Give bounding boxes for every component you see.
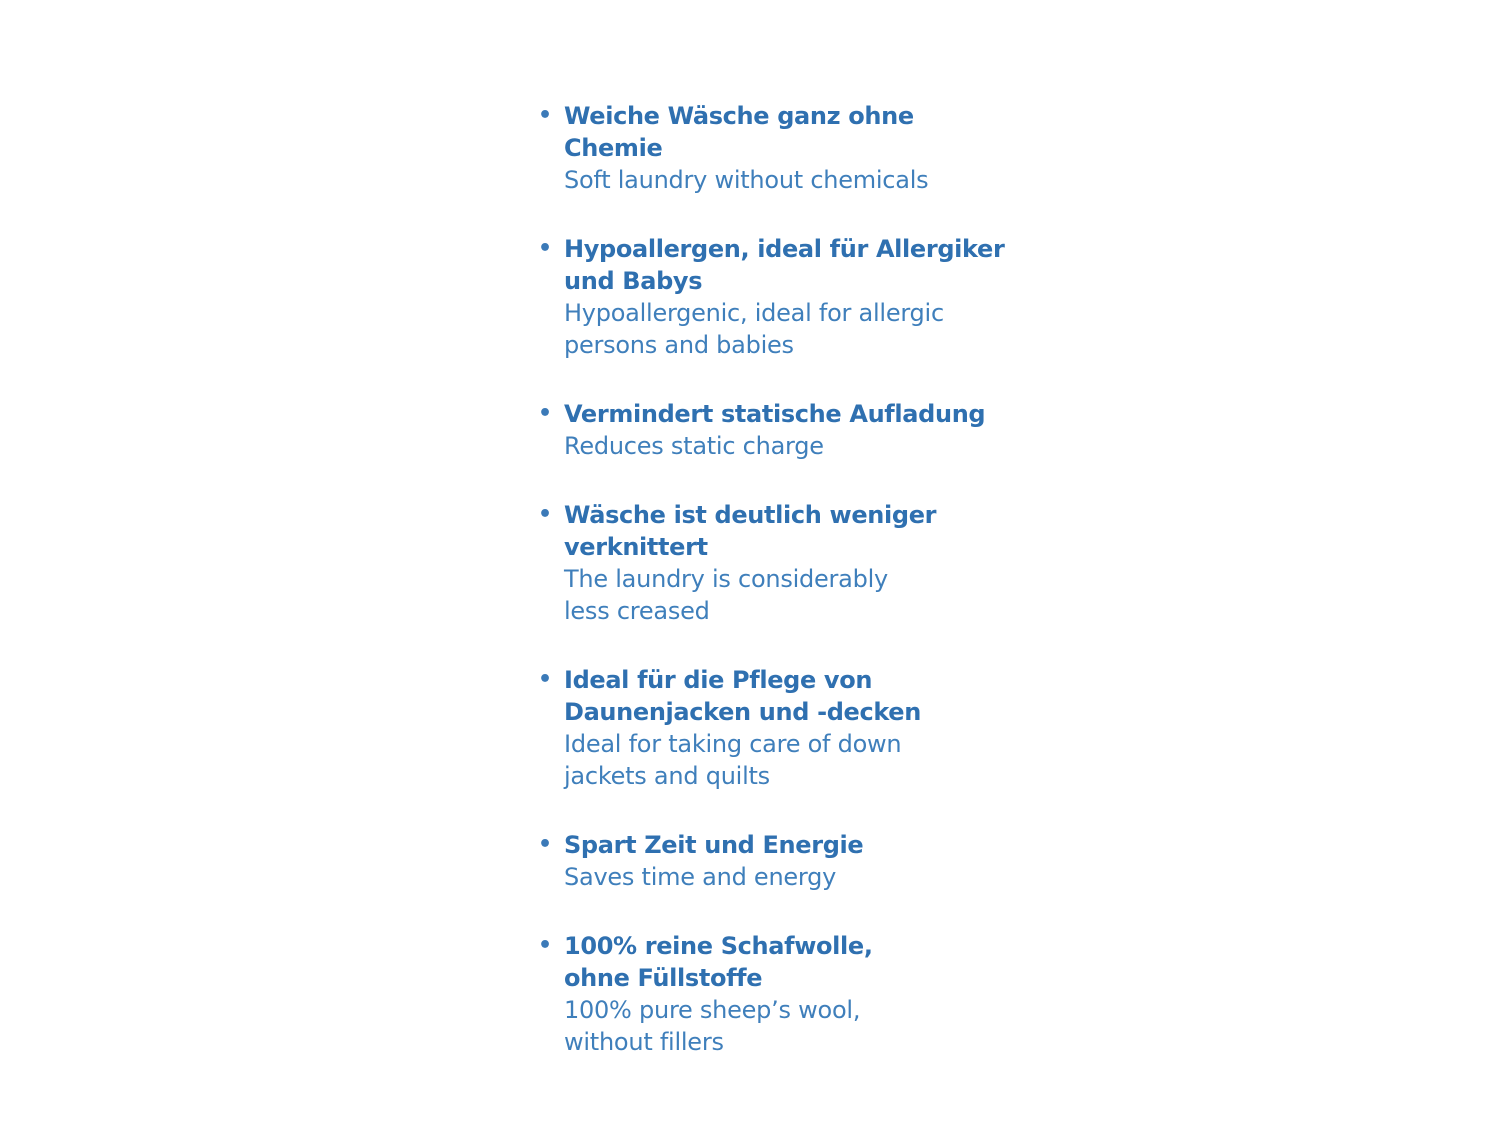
feature-english-text: Reduces static charge xyxy=(564,432,824,460)
feature-item-static-charge xyxy=(538,398,1008,462)
feature-item-sheep-wool xyxy=(538,930,1008,1058)
feature-german-text: Hypoallergen, ideal für Allergiker und Babys xyxy=(564,235,1005,295)
bullet-icon: • xyxy=(538,933,553,958)
bullet-icon: • xyxy=(538,236,553,261)
feature-item-soft-laundry xyxy=(538,100,1008,196)
feature-german-text: 100% reine Schafwolle, ohne Füllstoffe xyxy=(564,932,873,992)
feature-english-text: Hypoallergenic, ideal for allergic persons and babies xyxy=(564,299,944,359)
feature-english-text: 100% pure sheep’s wool, without fillers xyxy=(564,996,861,1056)
bullet-icon: • xyxy=(538,103,553,128)
feature-item-down-care xyxy=(538,664,1008,792)
feature-german-text: Ideal für die Pflege von Daunenjacken und -decken xyxy=(564,666,921,726)
bullet-icon: • xyxy=(538,401,553,426)
feature-english-text: The laundry is considerably less creased xyxy=(564,565,888,625)
feature-german-text: Weiche Wäsche ganz ohne Chemie xyxy=(564,102,914,162)
feature-item-less-creased xyxy=(538,499,1008,627)
bullet-icon: • xyxy=(538,832,553,857)
feature-english-text: Soft laundry without chemicals xyxy=(564,166,929,194)
bullet-icon: • xyxy=(538,667,553,692)
bullet-icon: • xyxy=(538,502,553,527)
feature-english-text: Ideal for taking care of down jackets and quilts xyxy=(564,730,902,790)
feature-item-time-energy xyxy=(538,829,1008,893)
feature-english-text: Saves time and energy xyxy=(564,863,837,891)
feature-list xyxy=(538,100,1008,1095)
feature-german-text: Wäsche ist deutlich weniger verknittert xyxy=(564,501,937,561)
feature-german-text: Vermindert statische Aufladung xyxy=(564,400,986,428)
feature-item-hypoallergenic xyxy=(538,233,1008,361)
feature-german-text: Spart Zeit und Energie xyxy=(564,831,864,859)
